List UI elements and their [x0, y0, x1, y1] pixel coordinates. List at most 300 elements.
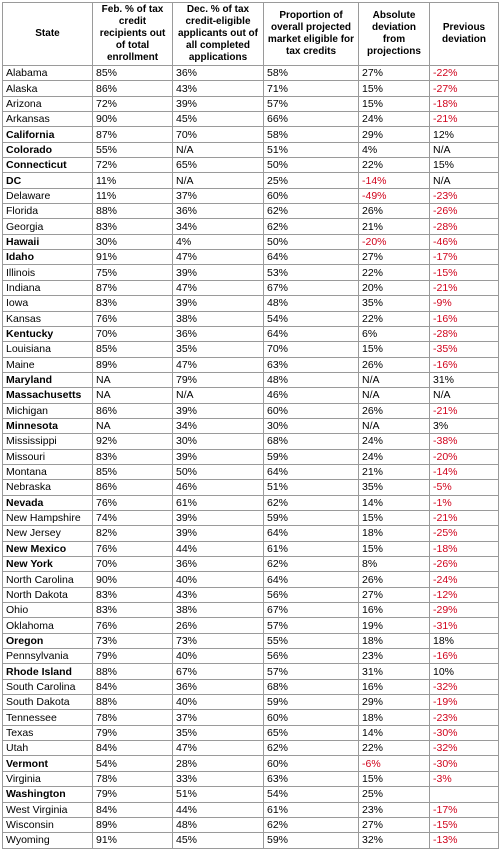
cell-absolute-deviation: -49% — [359, 188, 430, 203]
cell-state: West Virginia — [3, 802, 93, 817]
table-row — [3, 510, 499, 525]
cell-state: Hawaii — [3, 234, 93, 249]
cell-dec-eligible-applicants: 4% — [173, 234, 264, 249]
cell-previous-deviation: N/A — [430, 388, 499, 403]
table-row — [3, 204, 499, 219]
cell-absolute-deviation: 23% — [359, 649, 430, 664]
table-row — [3, 219, 499, 234]
cell-previous-deviation: -5% — [430, 480, 499, 495]
cell-previous-deviation: -12% — [430, 587, 499, 602]
cell-projected-market-eligible: 64% — [264, 250, 359, 265]
cell-previous-deviation: -25% — [430, 526, 499, 541]
cell-feb-recipients: 30% — [93, 234, 173, 249]
cell-state: Mississippi — [3, 434, 93, 449]
cell-projected-market-eligible: 51% — [264, 142, 359, 157]
cell-absolute-deviation: 18% — [359, 633, 430, 648]
cell-absolute-deviation: 29% — [359, 127, 430, 142]
cell-feb-recipients: 88% — [93, 695, 173, 710]
cell-projected-market-eligible: 62% — [264, 817, 359, 832]
table-row — [3, 618, 499, 633]
cell-absolute-deviation: 18% — [359, 526, 430, 541]
cell-projected-market-eligible: 70% — [264, 342, 359, 357]
cell-dec-eligible-applicants: 67% — [173, 664, 264, 679]
table-row — [3, 280, 499, 295]
cell-dec-eligible-applicants: 34% — [173, 219, 264, 234]
cell-projected-market-eligible: 57% — [264, 664, 359, 679]
cell-state: Massachusetts — [3, 388, 93, 403]
cell-projected-market-eligible: 64% — [264, 572, 359, 587]
state-tax-credit-table — [2, 2, 499, 849]
cell-absolute-deviation: 32% — [359, 833, 430, 848]
cell-feb-recipients: 91% — [93, 250, 173, 265]
table-row — [3, 695, 499, 710]
table-row — [3, 725, 499, 740]
cell-projected-market-eligible: 46% — [264, 388, 359, 403]
cell-projected-market-eligible: 60% — [264, 710, 359, 725]
cell-feb-recipients: 86% — [93, 81, 173, 96]
cell-feb-recipients: 79% — [93, 787, 173, 802]
cell-previous-deviation: 31% — [430, 372, 499, 387]
table-row — [3, 480, 499, 495]
cell-feb-recipients: 84% — [93, 679, 173, 694]
cell-dec-eligible-applicants: 39% — [173, 526, 264, 541]
cell-feb-recipients: 79% — [93, 649, 173, 664]
cell-projected-market-eligible: 68% — [264, 434, 359, 449]
cell-projected-market-eligible: 30% — [264, 418, 359, 433]
cell-feb-recipients: 72% — [93, 158, 173, 173]
cell-dec-eligible-applicants: 39% — [173, 96, 264, 111]
cell-dec-eligible-applicants: 61% — [173, 495, 264, 510]
cell-previous-deviation: -31% — [430, 618, 499, 633]
cell-projected-market-eligible: 60% — [264, 403, 359, 418]
cell-previous-deviation: -16% — [430, 357, 499, 372]
cell-dec-eligible-applicants: 73% — [173, 633, 264, 648]
cell-state: Vermont — [3, 756, 93, 771]
cell-absolute-deviation: 24% — [359, 449, 430, 464]
table-row — [3, 526, 499, 541]
cell-state: Louisiana — [3, 342, 93, 357]
cell-state: Nevada — [3, 495, 93, 510]
cell-previous-deviation: -28% — [430, 219, 499, 234]
cell-absolute-deviation: 27% — [359, 587, 430, 602]
table-row — [3, 434, 499, 449]
cell-feb-recipients: 87% — [93, 280, 173, 295]
cell-absolute-deviation: 26% — [359, 403, 430, 418]
cell-state: Indiana — [3, 280, 93, 295]
cell-absolute-deviation: N/A — [359, 388, 430, 403]
cell-dec-eligible-applicants: 37% — [173, 188, 264, 203]
cell-dec-eligible-applicants: 36% — [173, 326, 264, 341]
cell-projected-market-eligible: 51% — [264, 480, 359, 495]
table-row — [3, 449, 499, 464]
cell-absolute-deviation: 24% — [359, 112, 430, 127]
cell-previous-deviation: 10% — [430, 664, 499, 679]
table-row — [3, 679, 499, 694]
cell-absolute-deviation: 35% — [359, 296, 430, 311]
cell-feb-recipients: 86% — [93, 403, 173, 418]
table-row — [3, 787, 499, 802]
cell-feb-recipients: 85% — [93, 464, 173, 479]
cell-state: Texas — [3, 725, 93, 740]
table-row — [3, 296, 499, 311]
cell-projected-market-eligible: 60% — [264, 756, 359, 771]
cell-previous-deviation: -15% — [430, 265, 499, 280]
cell-previous-deviation: -29% — [430, 603, 499, 618]
cell-projected-market-eligible: 66% — [264, 112, 359, 127]
cell-state: Montana — [3, 464, 93, 479]
cell-state: Washington — [3, 787, 93, 802]
cell-projected-market-eligible: 61% — [264, 802, 359, 817]
cell-absolute-deviation: 14% — [359, 725, 430, 740]
cell-projected-market-eligible: 56% — [264, 587, 359, 602]
cell-previous-deviation: -21% — [430, 403, 499, 418]
table-row — [3, 142, 499, 157]
cell-previous-deviation: N/A — [430, 173, 499, 188]
cell-dec-eligible-applicants: 39% — [173, 265, 264, 280]
cell-dec-eligible-applicants: 40% — [173, 572, 264, 587]
cell-feb-recipients: 88% — [93, 204, 173, 219]
table-row — [3, 756, 499, 771]
cell-feb-recipients: 55% — [93, 142, 173, 157]
cell-state: Maine — [3, 357, 93, 372]
cell-absolute-deviation: 27% — [359, 66, 430, 81]
cell-dec-eligible-applicants: 47% — [173, 357, 264, 372]
cell-state: Florida — [3, 204, 93, 219]
table-row — [3, 557, 499, 572]
cell-state: Iowa — [3, 296, 93, 311]
cell-absolute-deviation: 26% — [359, 204, 430, 219]
cell-projected-market-eligible: 62% — [264, 741, 359, 756]
cell-projected-market-eligible: 59% — [264, 695, 359, 710]
cell-state: North Dakota — [3, 587, 93, 602]
table-row — [3, 817, 499, 832]
cell-absolute-deviation: 15% — [359, 342, 430, 357]
cell-previous-deviation: -24% — [430, 572, 499, 587]
cell-previous-deviation: -18% — [430, 96, 499, 111]
table-row — [3, 418, 499, 433]
cell-absolute-deviation: 26% — [359, 357, 430, 372]
cell-state: Kentucky — [3, 326, 93, 341]
cell-feb-recipients: 76% — [93, 495, 173, 510]
cell-projected-market-eligible: 62% — [264, 557, 359, 572]
cell-dec-eligible-applicants: 45% — [173, 112, 264, 127]
cell-previous-deviation: -16% — [430, 649, 499, 664]
cell-absolute-deviation: 23% — [359, 802, 430, 817]
table-header — [3, 3, 499, 66]
cell-previous-deviation: -26% — [430, 557, 499, 572]
cell-feb-recipients: 90% — [93, 572, 173, 587]
table-row — [3, 311, 499, 326]
cell-dec-eligible-applicants: 79% — [173, 372, 264, 387]
cell-absolute-deviation: 21% — [359, 219, 430, 234]
header-feb-recipients: Feb. % of tax credit recipients out of total enrollment — [93, 3, 173, 66]
cell-projected-market-eligible: 68% — [264, 679, 359, 694]
cell-feb-recipients: 54% — [93, 756, 173, 771]
cell-previous-deviation: -38% — [430, 434, 499, 449]
cell-state: Nebraska — [3, 480, 93, 495]
cell-absolute-deviation: 15% — [359, 541, 430, 556]
cell-previous-deviation: N/A — [430, 142, 499, 157]
cell-absolute-deviation: 26% — [359, 572, 430, 587]
table-row — [3, 833, 499, 848]
cell-feb-recipients: 70% — [93, 326, 173, 341]
table-row — [3, 664, 499, 679]
table-row — [3, 572, 499, 587]
cell-absolute-deviation: N/A — [359, 372, 430, 387]
cell-absolute-deviation: 22% — [359, 265, 430, 280]
cell-projected-market-eligible: 59% — [264, 510, 359, 525]
cell-projected-market-eligible: 53% — [264, 265, 359, 280]
cell-dec-eligible-applicants: 47% — [173, 250, 264, 265]
cell-feb-recipients: 83% — [93, 449, 173, 464]
cell-feb-recipients: 89% — [93, 817, 173, 832]
cell-projected-market-eligible: 55% — [264, 633, 359, 648]
cell-absolute-deviation: 22% — [359, 311, 430, 326]
cell-dec-eligible-applicants: 39% — [173, 403, 264, 418]
cell-feb-recipients: 85% — [93, 66, 173, 81]
cell-state: Minnesota — [3, 418, 93, 433]
cell-feb-recipients: 83% — [93, 219, 173, 234]
cell-dec-eligible-applicants: 44% — [173, 541, 264, 556]
cell-feb-recipients: 86% — [93, 480, 173, 495]
table-row — [3, 603, 499, 618]
cell-projected-market-eligible: 48% — [264, 372, 359, 387]
cell-absolute-deviation: 15% — [359, 510, 430, 525]
cell-projected-market-eligible: 62% — [264, 204, 359, 219]
cell-dec-eligible-applicants: 38% — [173, 311, 264, 326]
cell-projected-market-eligible: 50% — [264, 234, 359, 249]
cell-feb-recipients: 83% — [93, 603, 173, 618]
cell-projected-market-eligible: 64% — [264, 526, 359, 541]
table-row — [3, 372, 499, 387]
cell-absolute-deviation: 15% — [359, 81, 430, 96]
cell-dec-eligible-applicants: 44% — [173, 802, 264, 817]
cell-dec-eligible-applicants: 48% — [173, 817, 264, 832]
cell-previous-deviation: -27% — [430, 81, 499, 96]
cell-projected-market-eligible: 63% — [264, 357, 359, 372]
cell-dec-eligible-applicants: 30% — [173, 434, 264, 449]
cell-dec-eligible-applicants: 39% — [173, 510, 264, 525]
cell-feb-recipients: 88% — [93, 664, 173, 679]
header-dec-eligible-applicants: Dec. % of tax credit-eligible applicants out of all completed applications — [173, 3, 264, 66]
table-row — [3, 173, 499, 188]
cell-projected-market-eligible: 71% — [264, 81, 359, 96]
cell-dec-eligible-applicants: 43% — [173, 81, 264, 96]
cell-state: New York — [3, 557, 93, 572]
cell-previous-deviation: -46% — [430, 234, 499, 249]
cell-projected-market-eligible: 62% — [264, 219, 359, 234]
cell-dec-eligible-applicants: 47% — [173, 741, 264, 756]
cell-dec-eligible-applicants: 65% — [173, 158, 264, 173]
cell-absolute-deviation: 18% — [359, 710, 430, 725]
cell-previous-deviation: -28% — [430, 326, 499, 341]
cell-projected-market-eligible: 50% — [264, 158, 359, 173]
cell-absolute-deviation: 24% — [359, 434, 430, 449]
cell-absolute-deviation: 4% — [359, 142, 430, 157]
table-row — [3, 265, 499, 280]
cell-state: Tennessee — [3, 710, 93, 725]
cell-previous-deviation: -14% — [430, 464, 499, 479]
cell-previous-deviation: -21% — [430, 280, 499, 295]
header-previous-deviation: Previous deviation — [430, 3, 499, 66]
table-row — [3, 250, 499, 265]
cell-absolute-deviation: -6% — [359, 756, 430, 771]
table-row — [3, 66, 499, 81]
cell-feb-recipients: NA — [93, 388, 173, 403]
cell-feb-recipients: 89% — [93, 357, 173, 372]
cell-feb-recipients: 75% — [93, 265, 173, 280]
cell-state: Kansas — [3, 311, 93, 326]
cell-previous-deviation: -18% — [430, 541, 499, 556]
cell-absolute-deviation: -14% — [359, 173, 430, 188]
cell-dec-eligible-applicants: 36% — [173, 66, 264, 81]
cell-projected-market-eligible: 61% — [264, 541, 359, 556]
cell-dec-eligible-applicants: N/A — [173, 388, 264, 403]
cell-previous-deviation — [430, 787, 499, 802]
cell-absolute-deviation: 15% — [359, 771, 430, 786]
table-row — [3, 464, 499, 479]
cell-dec-eligible-applicants: 33% — [173, 771, 264, 786]
cell-absolute-deviation: 35% — [359, 480, 430, 495]
cell-previous-deviation: 3% — [430, 418, 499, 433]
cell-previous-deviation: -32% — [430, 741, 499, 756]
cell-dec-eligible-applicants: 47% — [173, 280, 264, 295]
cell-previous-deviation: 12% — [430, 127, 499, 142]
cell-absolute-deviation: 31% — [359, 664, 430, 679]
cell-feb-recipients: 72% — [93, 96, 173, 111]
cell-feb-recipients: 87% — [93, 127, 173, 142]
cell-feb-recipients: 76% — [93, 541, 173, 556]
cell-state: Illinois — [3, 265, 93, 280]
cell-state: Ohio — [3, 603, 93, 618]
cell-dec-eligible-applicants: 37% — [173, 710, 264, 725]
cell-previous-deviation: -30% — [430, 725, 499, 740]
cell-dec-eligible-applicants: 36% — [173, 557, 264, 572]
cell-feb-recipients: 84% — [93, 741, 173, 756]
cell-previous-deviation: -21% — [430, 510, 499, 525]
cell-previous-deviation: -3% — [430, 771, 499, 786]
cell-feb-recipients: 73% — [93, 633, 173, 648]
cell-state: Alaska — [3, 81, 93, 96]
cell-state: New Hampshire — [3, 510, 93, 525]
cell-state: Missouri — [3, 449, 93, 464]
cell-dec-eligible-applicants: 40% — [173, 649, 264, 664]
cell-previous-deviation: -21% — [430, 112, 499, 127]
table-row — [3, 127, 499, 142]
cell-feb-recipients: 82% — [93, 526, 173, 541]
cell-projected-market-eligible: 54% — [264, 787, 359, 802]
cell-feb-recipients: 76% — [93, 311, 173, 326]
cell-feb-recipients: 11% — [93, 188, 173, 203]
table-row — [3, 326, 499, 341]
cell-feb-recipients: 92% — [93, 434, 173, 449]
cell-feb-recipients: NA — [93, 372, 173, 387]
cell-projected-market-eligible: 64% — [264, 464, 359, 479]
header-projected-market-eligible: Proportion of overall projected market eligible for tax credits — [264, 3, 359, 66]
cell-state: Virginia — [3, 771, 93, 786]
table-row — [3, 802, 499, 817]
cell-dec-eligible-applicants: 39% — [173, 296, 264, 311]
cell-projected-market-eligible: 58% — [264, 66, 359, 81]
cell-state: Georgia — [3, 219, 93, 234]
cell-projected-market-eligible: 25% — [264, 173, 359, 188]
cell-state: South Dakota — [3, 695, 93, 710]
cell-feb-recipients: 91% — [93, 833, 173, 848]
table-row — [3, 342, 499, 357]
table-row — [3, 649, 499, 664]
cell-absolute-deviation: 22% — [359, 158, 430, 173]
cell-previous-deviation: 18% — [430, 633, 499, 648]
table-body — [3, 66, 499, 849]
cell-state: California — [3, 127, 93, 142]
cell-dec-eligible-applicants: 50% — [173, 464, 264, 479]
table-row — [3, 112, 499, 127]
cell-dec-eligible-applicants: 45% — [173, 833, 264, 848]
cell-feb-recipients: 70% — [93, 557, 173, 572]
cell-feb-recipients: 84% — [93, 802, 173, 817]
cell-state: New Mexico — [3, 541, 93, 556]
cell-absolute-deviation: 21% — [359, 464, 430, 479]
cell-previous-deviation: -35% — [430, 342, 499, 357]
cell-state: Arizona — [3, 96, 93, 111]
table-row — [3, 633, 499, 648]
cell-projected-market-eligible: 59% — [264, 833, 359, 848]
cell-projected-market-eligible: 56% — [264, 649, 359, 664]
cell-dec-eligible-applicants: 35% — [173, 342, 264, 357]
table-row — [3, 403, 499, 418]
cell-feb-recipients: 78% — [93, 771, 173, 786]
cell-feb-recipients: NA — [93, 418, 173, 433]
cell-state: Oklahoma — [3, 618, 93, 633]
cell-state: Maryland — [3, 372, 93, 387]
cell-feb-recipients: 83% — [93, 296, 173, 311]
table-row — [3, 541, 499, 556]
cell-dec-eligible-applicants: 39% — [173, 449, 264, 464]
cell-absolute-deviation: 25% — [359, 787, 430, 802]
cell-projected-market-eligible: 60% — [264, 188, 359, 203]
cell-state: Pennsylvania — [3, 649, 93, 664]
cell-projected-market-eligible: 57% — [264, 618, 359, 633]
cell-feb-recipients: 74% — [93, 510, 173, 525]
cell-absolute-deviation: 14% — [359, 495, 430, 510]
cell-absolute-deviation: 6% — [359, 326, 430, 341]
cell-dec-eligible-applicants: N/A — [173, 173, 264, 188]
cell-dec-eligible-applicants: 36% — [173, 204, 264, 219]
cell-state: Colorado — [3, 142, 93, 157]
cell-previous-deviation: -26% — [430, 204, 499, 219]
cell-state: New Jersey — [3, 526, 93, 541]
cell-dec-eligible-applicants: 43% — [173, 587, 264, 602]
cell-previous-deviation: -17% — [430, 250, 499, 265]
cell-projected-market-eligible: 63% — [264, 771, 359, 786]
cell-dec-eligible-applicants: 40% — [173, 695, 264, 710]
cell-state: Michigan — [3, 403, 93, 418]
cell-absolute-deviation: 15% — [359, 96, 430, 111]
cell-dec-eligible-applicants: 34% — [173, 418, 264, 433]
cell-state: South Carolina — [3, 679, 93, 694]
cell-state: Arkansas — [3, 112, 93, 127]
cell-previous-deviation: -22% — [430, 66, 499, 81]
cell-previous-deviation: -17% — [430, 802, 499, 817]
table-row — [3, 741, 499, 756]
cell-feb-recipients: 85% — [93, 342, 173, 357]
cell-dec-eligible-applicants: N/A — [173, 142, 264, 157]
cell-feb-recipients: 11% — [93, 173, 173, 188]
cell-projected-market-eligible: 59% — [264, 449, 359, 464]
cell-previous-deviation: -15% — [430, 817, 499, 832]
cell-absolute-deviation: 27% — [359, 817, 430, 832]
cell-feb-recipients: 76% — [93, 618, 173, 633]
